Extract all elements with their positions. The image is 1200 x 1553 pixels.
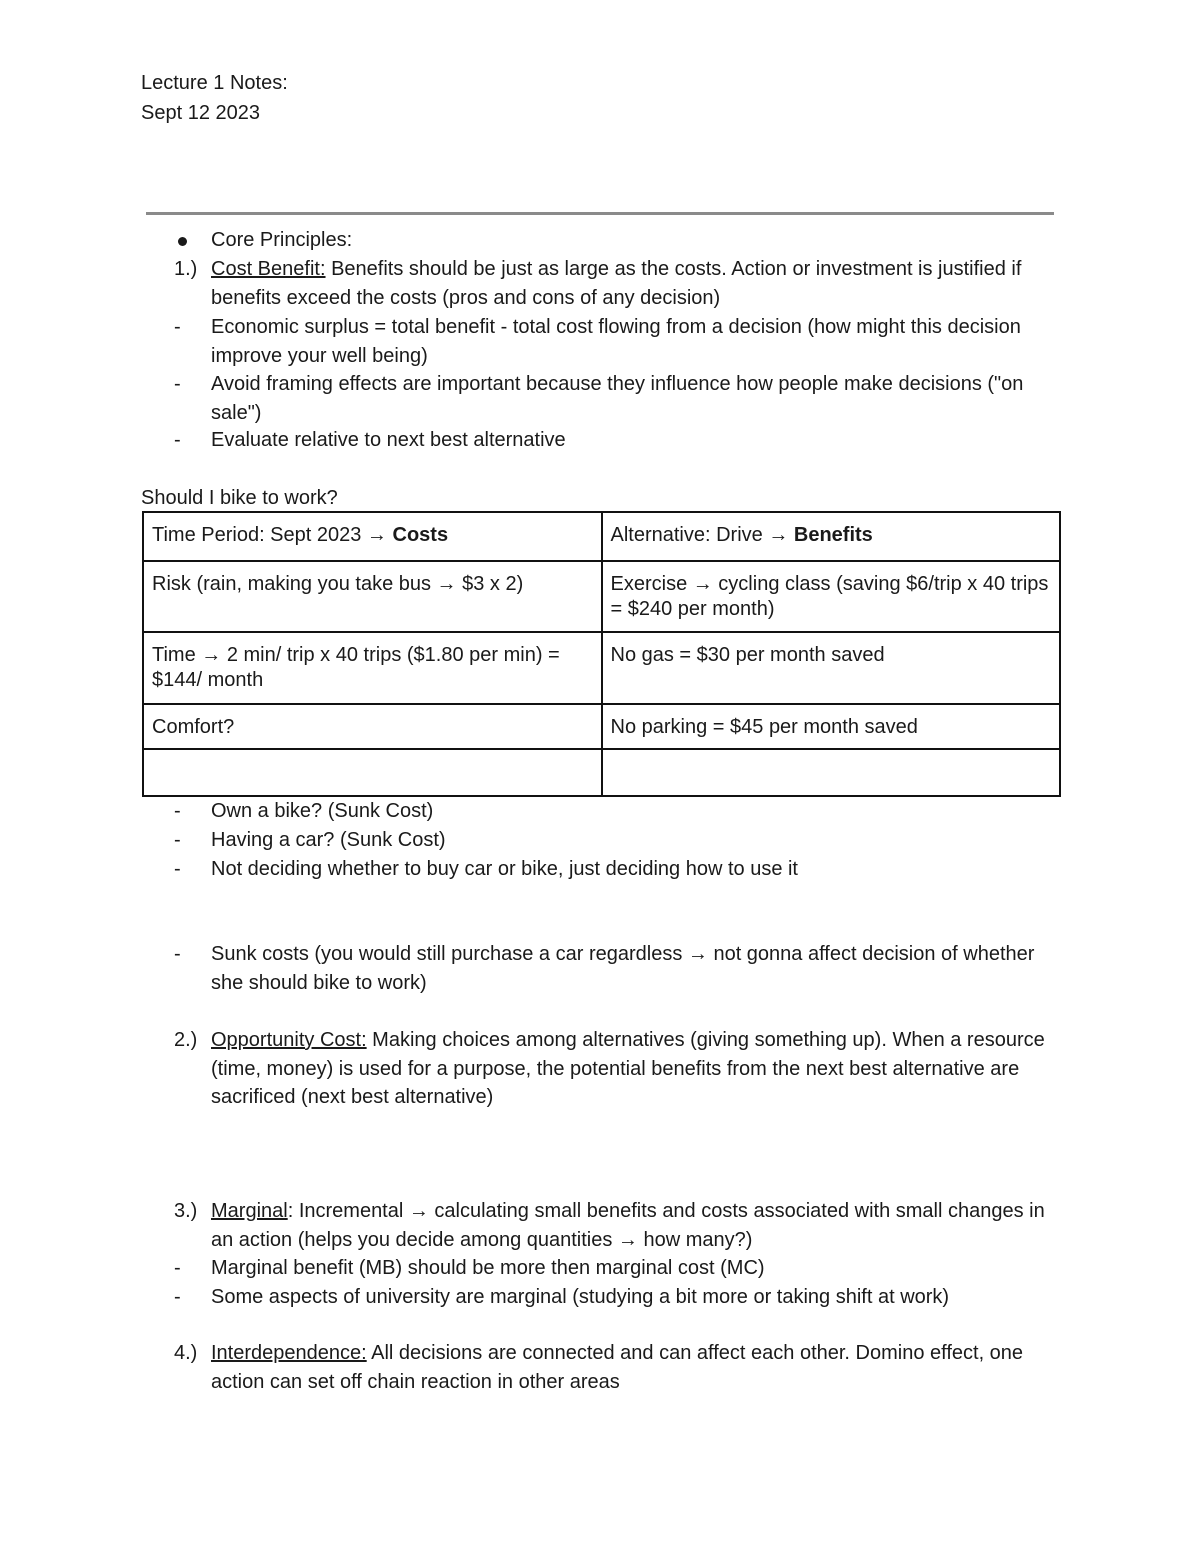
dash-marker: - xyxy=(174,829,181,851)
table-cell: No parking = $45 per month saved xyxy=(602,704,1061,749)
principle-text: All decisions are connected and can affect each other. Domino effect, one action can set off chain reaction in other areas xyxy=(211,1342,1024,1393)
table-cell-empty xyxy=(602,749,1061,796)
term-cost-benefit: Cost Benefit: xyxy=(211,258,326,280)
list-number: 4.) xyxy=(174,1342,198,1364)
term-interdependence: Interdependence: xyxy=(211,1342,367,1364)
table-row xyxy=(143,704,1060,749)
principle-marginal xyxy=(211,1197,1061,1254)
table-cell: No gas = $30 per month saved xyxy=(602,632,1061,704)
page-date: Sept 12 2023 xyxy=(141,102,260,124)
table-row xyxy=(143,561,1060,632)
table-row xyxy=(143,749,1060,796)
principle-text: Making choices among alternatives (giving something up). When a resource (time, money) is used for a purpose, the potential benefits from the next best alternative are sacrificed (next best alternative) xyxy=(211,1029,1045,1108)
list-item: Some aspects of university are marginal (studying a bit more or taking shift at work) xyxy=(211,1286,950,1308)
header-cell-text: Time Period: Sept 2023 → xyxy=(152,524,393,546)
dash-marker: - xyxy=(174,858,181,880)
list-item: Having a car? (Sunk Cost) xyxy=(211,829,446,851)
header-bold-costs: Costs xyxy=(392,524,449,546)
question-heading: Should I bike to work? xyxy=(141,487,338,509)
dash-marker: - xyxy=(174,429,181,451)
table-cell-empty xyxy=(143,749,602,796)
table-row xyxy=(143,632,1060,704)
table-cell: Comfort? xyxy=(143,704,602,749)
list-item: Sunk costs (you would still purchase a car regardless → not gonna affect decision of whether she should bike to work) xyxy=(211,943,1035,994)
list-number: 1.) xyxy=(174,258,198,280)
principle-opportunity-cost xyxy=(211,1026,1061,1112)
dash-marker: - xyxy=(174,373,181,395)
list-item: Marginal benefit (MB) should be more then marginal cost (MC) xyxy=(211,1257,765,1279)
dash-marker: - xyxy=(174,1257,181,1279)
table-row xyxy=(143,512,1060,561)
list-number: 2.) xyxy=(174,1029,198,1051)
list-item: Economic surplus = total benefit - total cost flowing from a decision (how might this decision improve your well being) xyxy=(211,316,1021,367)
list-item: Own a bike? (Sunk Cost) xyxy=(211,800,434,822)
bullet-dot xyxy=(178,237,187,246)
principle-text: : Incremental → calculating small benefits and costs associated with small changes in an action (helps you decide among quantities → how many?) xyxy=(211,1200,1045,1251)
header-cell-text: Alternative: Drive → xyxy=(610,524,794,546)
list-item: Not deciding whether to buy car or bike, just deciding how to use it xyxy=(211,858,798,880)
list-item: Avoid framing effects are important because they influence how people make decisions ("on sale") xyxy=(211,373,1024,424)
table-cell xyxy=(143,512,602,561)
principle-text: Benefits should be just as large as the costs. Action or investment is justified if benefits exceed the costs (pros and cons of any decision) xyxy=(211,258,1022,309)
dash-marker: - xyxy=(174,943,181,965)
header-bold-benefits: Benefits xyxy=(793,524,873,546)
dash-marker: - xyxy=(174,316,181,338)
table-cell: Exercise → cycling class (saving $6/trip x 40 trips = $240 per month) xyxy=(602,561,1061,632)
page-title: Lecture 1 Notes: xyxy=(141,72,288,94)
dash-marker: - xyxy=(174,800,181,822)
horizontal-rule xyxy=(146,212,1054,215)
core-principles-heading: Core Principles: xyxy=(211,229,353,251)
principle-interdependence xyxy=(211,1339,1061,1396)
cost-benefit-table xyxy=(142,511,1061,797)
term-marginal: Marginal xyxy=(211,1200,288,1222)
list-item: Evaluate relative to next best alternative xyxy=(211,429,566,451)
table-cell: Risk (rain, making you take bus → $3 x 2) xyxy=(143,561,602,632)
table-cell xyxy=(602,512,1061,561)
list-number: 3.) xyxy=(174,1200,198,1222)
principle-cost-benefit xyxy=(211,255,1061,312)
term-opportunity-cost: Opportunity Cost: xyxy=(211,1029,367,1051)
table-cell: Time → 2 min/ trip x 40 trips ($1.80 per min) = $144/ month xyxy=(143,632,602,704)
dash-marker: - xyxy=(174,1286,181,1308)
